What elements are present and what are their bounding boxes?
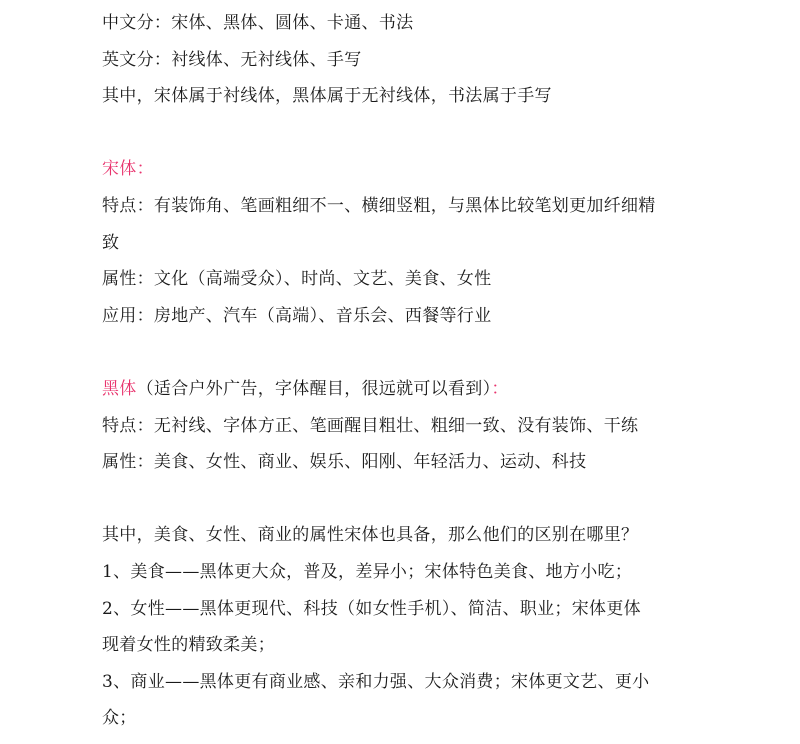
article-body [102, 5, 722, 737]
songti-applications: 应用：房地产、汽车（高端）、音乐会、西餐等行业 [102, 305, 492, 326]
comparison-question: 其中，美食、女性、商业的属性宋体也具备，那么他们的区别在哪里？ [102, 525, 639, 546]
intro-english-categories: 英文分：衬线体、无衬线体、手写 [102, 49, 362, 70]
comparison-item-food: 1、美食——黑体更大众，普及，差异小；宋体特色美食、地方小吃； [102, 561, 633, 582]
heiti-heading-note: （适合户外广告，字体醒目，很远就可以看到） [136, 378, 492, 399]
heiti-attributes: 属性：美食、女性、商业、娱乐、阳刚、年轻活力、运动、科技 [102, 452, 587, 473]
heiti-features: 特点：无衬线、字体方正、笔画醒目粗壮、粗细一致、没有装饰、干练 [102, 415, 639, 436]
spacer [102, 115, 722, 152]
spacer [102, 481, 722, 518]
songti-heading: 宋体： [102, 159, 154, 180]
comparison-item-commerce: 3、商业——黑体更有商业感、亲和力强、大众消费；宋体更文艺、更小 [102, 671, 650, 692]
heiti-heading-line [102, 371, 722, 408]
songti-features: 特点：有装饰角、笔画粗细不一、横细竖粗，与黑体比较笔划更加纤细精 [102, 195, 656, 216]
intro-mapping: 其中，宋体属于衬线体，黑体属于无衬线体，书法属于手写 [102, 86, 552, 107]
heiti-heading: 黑体 [102, 378, 137, 399]
comparison-item-female-continued: 现着女性的精致柔美； [102, 635, 275, 656]
comparison-item-commerce-continued: 众； [102, 708, 137, 729]
heiti-heading-colon: ： [491, 378, 509, 399]
intro-chinese-categories: 中文分：宋体、黑体、圆体、卡通、书法 [102, 13, 414, 33]
songti-attributes: 属性：文化（高端受众）、时尚、文艺、美食、女性 [102, 269, 492, 290]
songti-features-continued: 致 [102, 232, 120, 253]
comparison-item-female: 2、女性——黑体更现代、科技（如女性手机）、简洁、职业；宋体更体 [102, 598, 641, 619]
spacer [102, 334, 722, 371]
